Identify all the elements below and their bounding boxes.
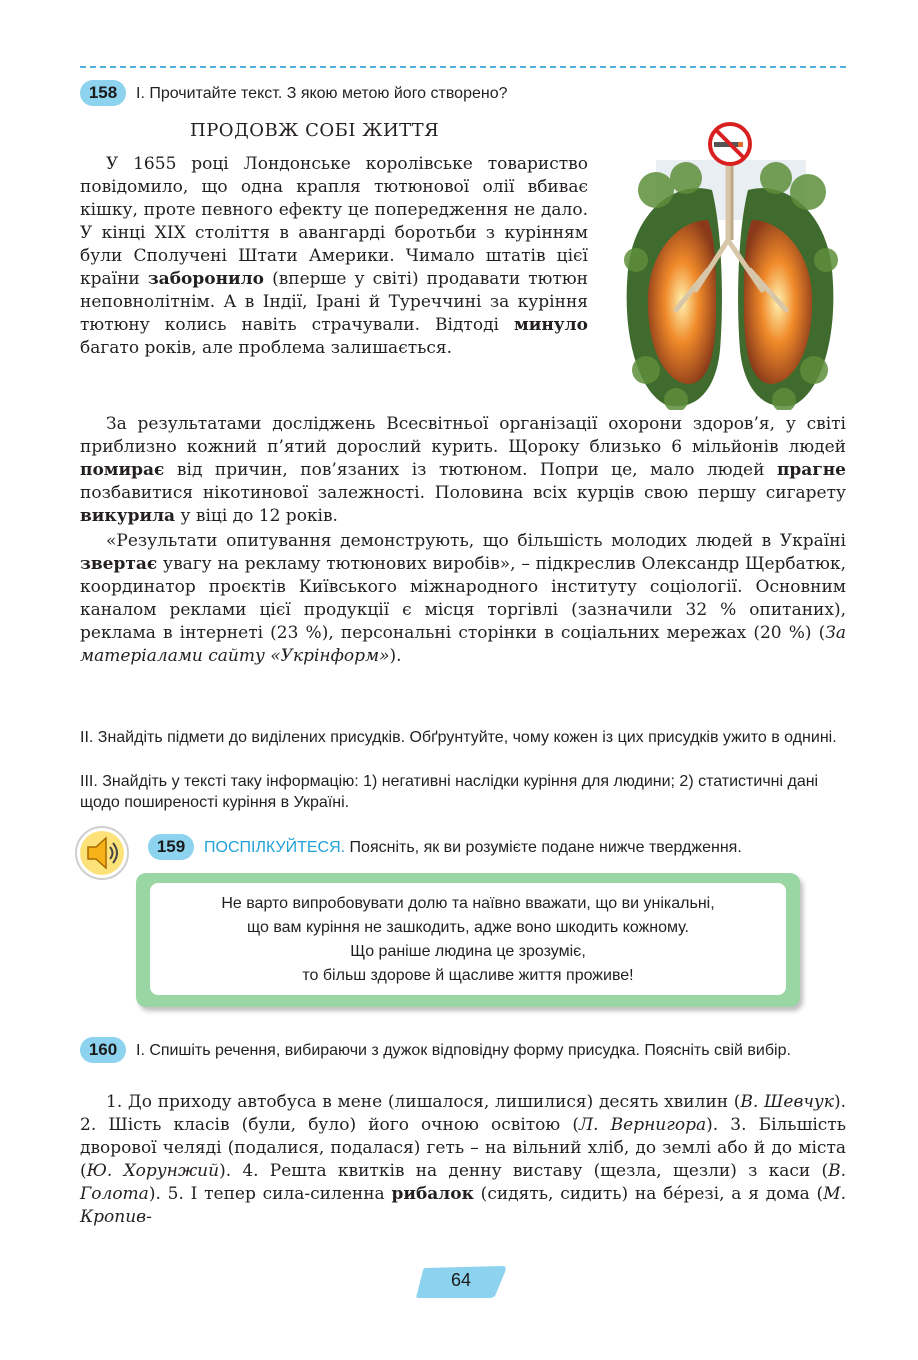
- no-smoking-lungs-illustration: [616, 120, 844, 410]
- exercise-158-badge: 158: [80, 80, 126, 106]
- author-name: В. Шевчук: [740, 1092, 834, 1112]
- quote-box: [150, 883, 786, 995]
- text-paragraph-2: [80, 413, 846, 668]
- quote-line: то більш здорове й щасливе життя проживе!: [302, 967, 634, 984]
- p2-text-e: у віці до 12 років.: [175, 506, 338, 526]
- text-paragraph-3: [80, 530, 846, 668]
- predicate-mynulo: минуло: [513, 315, 588, 335]
- speaker-icon: [74, 825, 130, 881]
- highlighted-subject: рибалок: [391, 1184, 474, 1204]
- exercise-160-sentences: [80, 1091, 846, 1229]
- author-name: М. Кропив-: [80, 1184, 846, 1227]
- p1-text-d: багато років, але проблема залишається.: [80, 338, 453, 358]
- top-dashed-divider: [80, 66, 846, 68]
- predicate-zaboronylo: заборонило: [147, 269, 264, 289]
- predicate-pomyraie: помирає: [80, 460, 165, 480]
- text-title: ПРОДОВЖ СОБІ ЖИТТЯ: [190, 120, 440, 141]
- predicate-zvertaie: звертає: [80, 554, 158, 574]
- p3-text-d: ).: [389, 646, 402, 666]
- sentence-text: ). 5. І тепер сила-силенна: [148, 1184, 392, 1204]
- author-name: Л. Вернигора: [578, 1115, 707, 1135]
- quote-line: що вам куріння не зашкодить, адже воно шкодить кожному.: [246, 919, 689, 936]
- sentence-text: ). 2. Шість класів (були, було) його очною освітою (: [80, 1092, 846, 1135]
- author-name: В. Голота: [80, 1161, 846, 1204]
- quote-frame: [136, 873, 800, 1007]
- sentence-text: 1. До приходу автобуса в мене (лишалося, лишилися) десять хвилин (: [106, 1092, 741, 1112]
- predicate-prahne: прагне: [776, 460, 846, 480]
- sentence-text: ). 4. Решта квитків на денну виставу (щезла, щезли) з каси (: [219, 1161, 829, 1181]
- author-name: Ю. Хорунжий: [86, 1161, 220, 1181]
- sentence-text: (сидять, сидить) на бéрезі, а я дома (: [473, 1184, 824, 1204]
- exercise-160-badge: 160: [80, 1037, 126, 1063]
- exercise-160-task-text: І. Спишіть речення, вибираючи з дужок відповідну форму присудка. Поясніть свій вибір.: [136, 1042, 791, 1059]
- p2-text-c: від причин, пов’язаних із тютюном. Попри це, мало людей: [164, 460, 777, 480]
- exercise-159-label: ПОСПІЛКУЙТЕСЯ.: [204, 839, 346, 856]
- p1-text-c: (вперше у світі) продавати тютюн неповнолітнім. А в Індії, Ірані й Туреччині за куріння тютюну колись навіть страчували. Відтоді: [80, 269, 588, 335]
- exercise-158-task-2: ІІ. Знайдіть підмети до виділених присудків. Обґрунтуйте, чому кожен із цих присудків ужито в однині.: [80, 729, 837, 746]
- exercise-159-task-text: Поясніть, як ви розумієте подане нижче твердження.: [345, 839, 742, 856]
- source-ukrinform: За матеріалами сайту «Укрінформ»: [80, 623, 846, 666]
- p3-text-c: увагу на рекламу тютюнових виробів», – підкреслив Олександр Щербатюк, координатор проєктів Київського міжнародного інституту соціології. Основним каналом реклами цієї продукції є місця торгівлі (зазначили 32 % опитаних), реклама в інтернеті (23 %), персональні сторінки в соціальних мережах (20 %) (: [80, 554, 846, 643]
- p2-text-a: За результатами досліджень Всесвітньої організації охорони здоров’я, у світі приблизно кожний п’ятий дорослий курить. Щороку близько 6 мільйонів людей: [80, 414, 846, 457]
- text-paragraph-1: [80, 153, 588, 360]
- p3-text-a: «Результати опитування демонструють, що більшість молодих людей в Україні: [106, 531, 846, 551]
- exercise-159-task: [204, 837, 854, 858]
- exercise-160-task: [80, 1040, 846, 1061]
- quote-line: Не варто випробовувати долю та наївно вважати, що ви унікальні,: [221, 895, 715, 912]
- quote-line: Що раніше людина це зрозуміє,: [350, 943, 586, 960]
- p2-text-d: позбавитися нікотинової залежності. Половина всіх курців свою першу сигарету: [80, 483, 846, 503]
- exercise-159-badge: 159: [148, 834, 194, 860]
- predicate-vykuryla: викурила: [80, 506, 176, 526]
- exercise-158-task: І. Прочитайте текст. З якою метою його створено?: [136, 85, 508, 102]
- sentence-text: ). 3. Більшість дворової челяді (подалися, подалася) геть – на вільний хліб, до землі або й до міста (: [80, 1115, 846, 1181]
- page-number: 64: [450, 1270, 472, 1290]
- p1-text-a: У 1655 році Лондонське королівське товариство повідомило, що одна крапля тютюнової олії вбиває кішку, проте певного ефекту це попередження не дало. У кінці XIX століття в авангарді боротьби з курінням були Сполучені Штати Америки. Чимало штатів цієї країни: [80, 154, 588, 289]
- exercise-158-task-3: ІІІ. Знайдіть у тексті таку інформацію: 1) негативні наслідки куріння для людини; 2) статистичні дані щодо поширеності куріння в Україні.: [80, 773, 819, 811]
